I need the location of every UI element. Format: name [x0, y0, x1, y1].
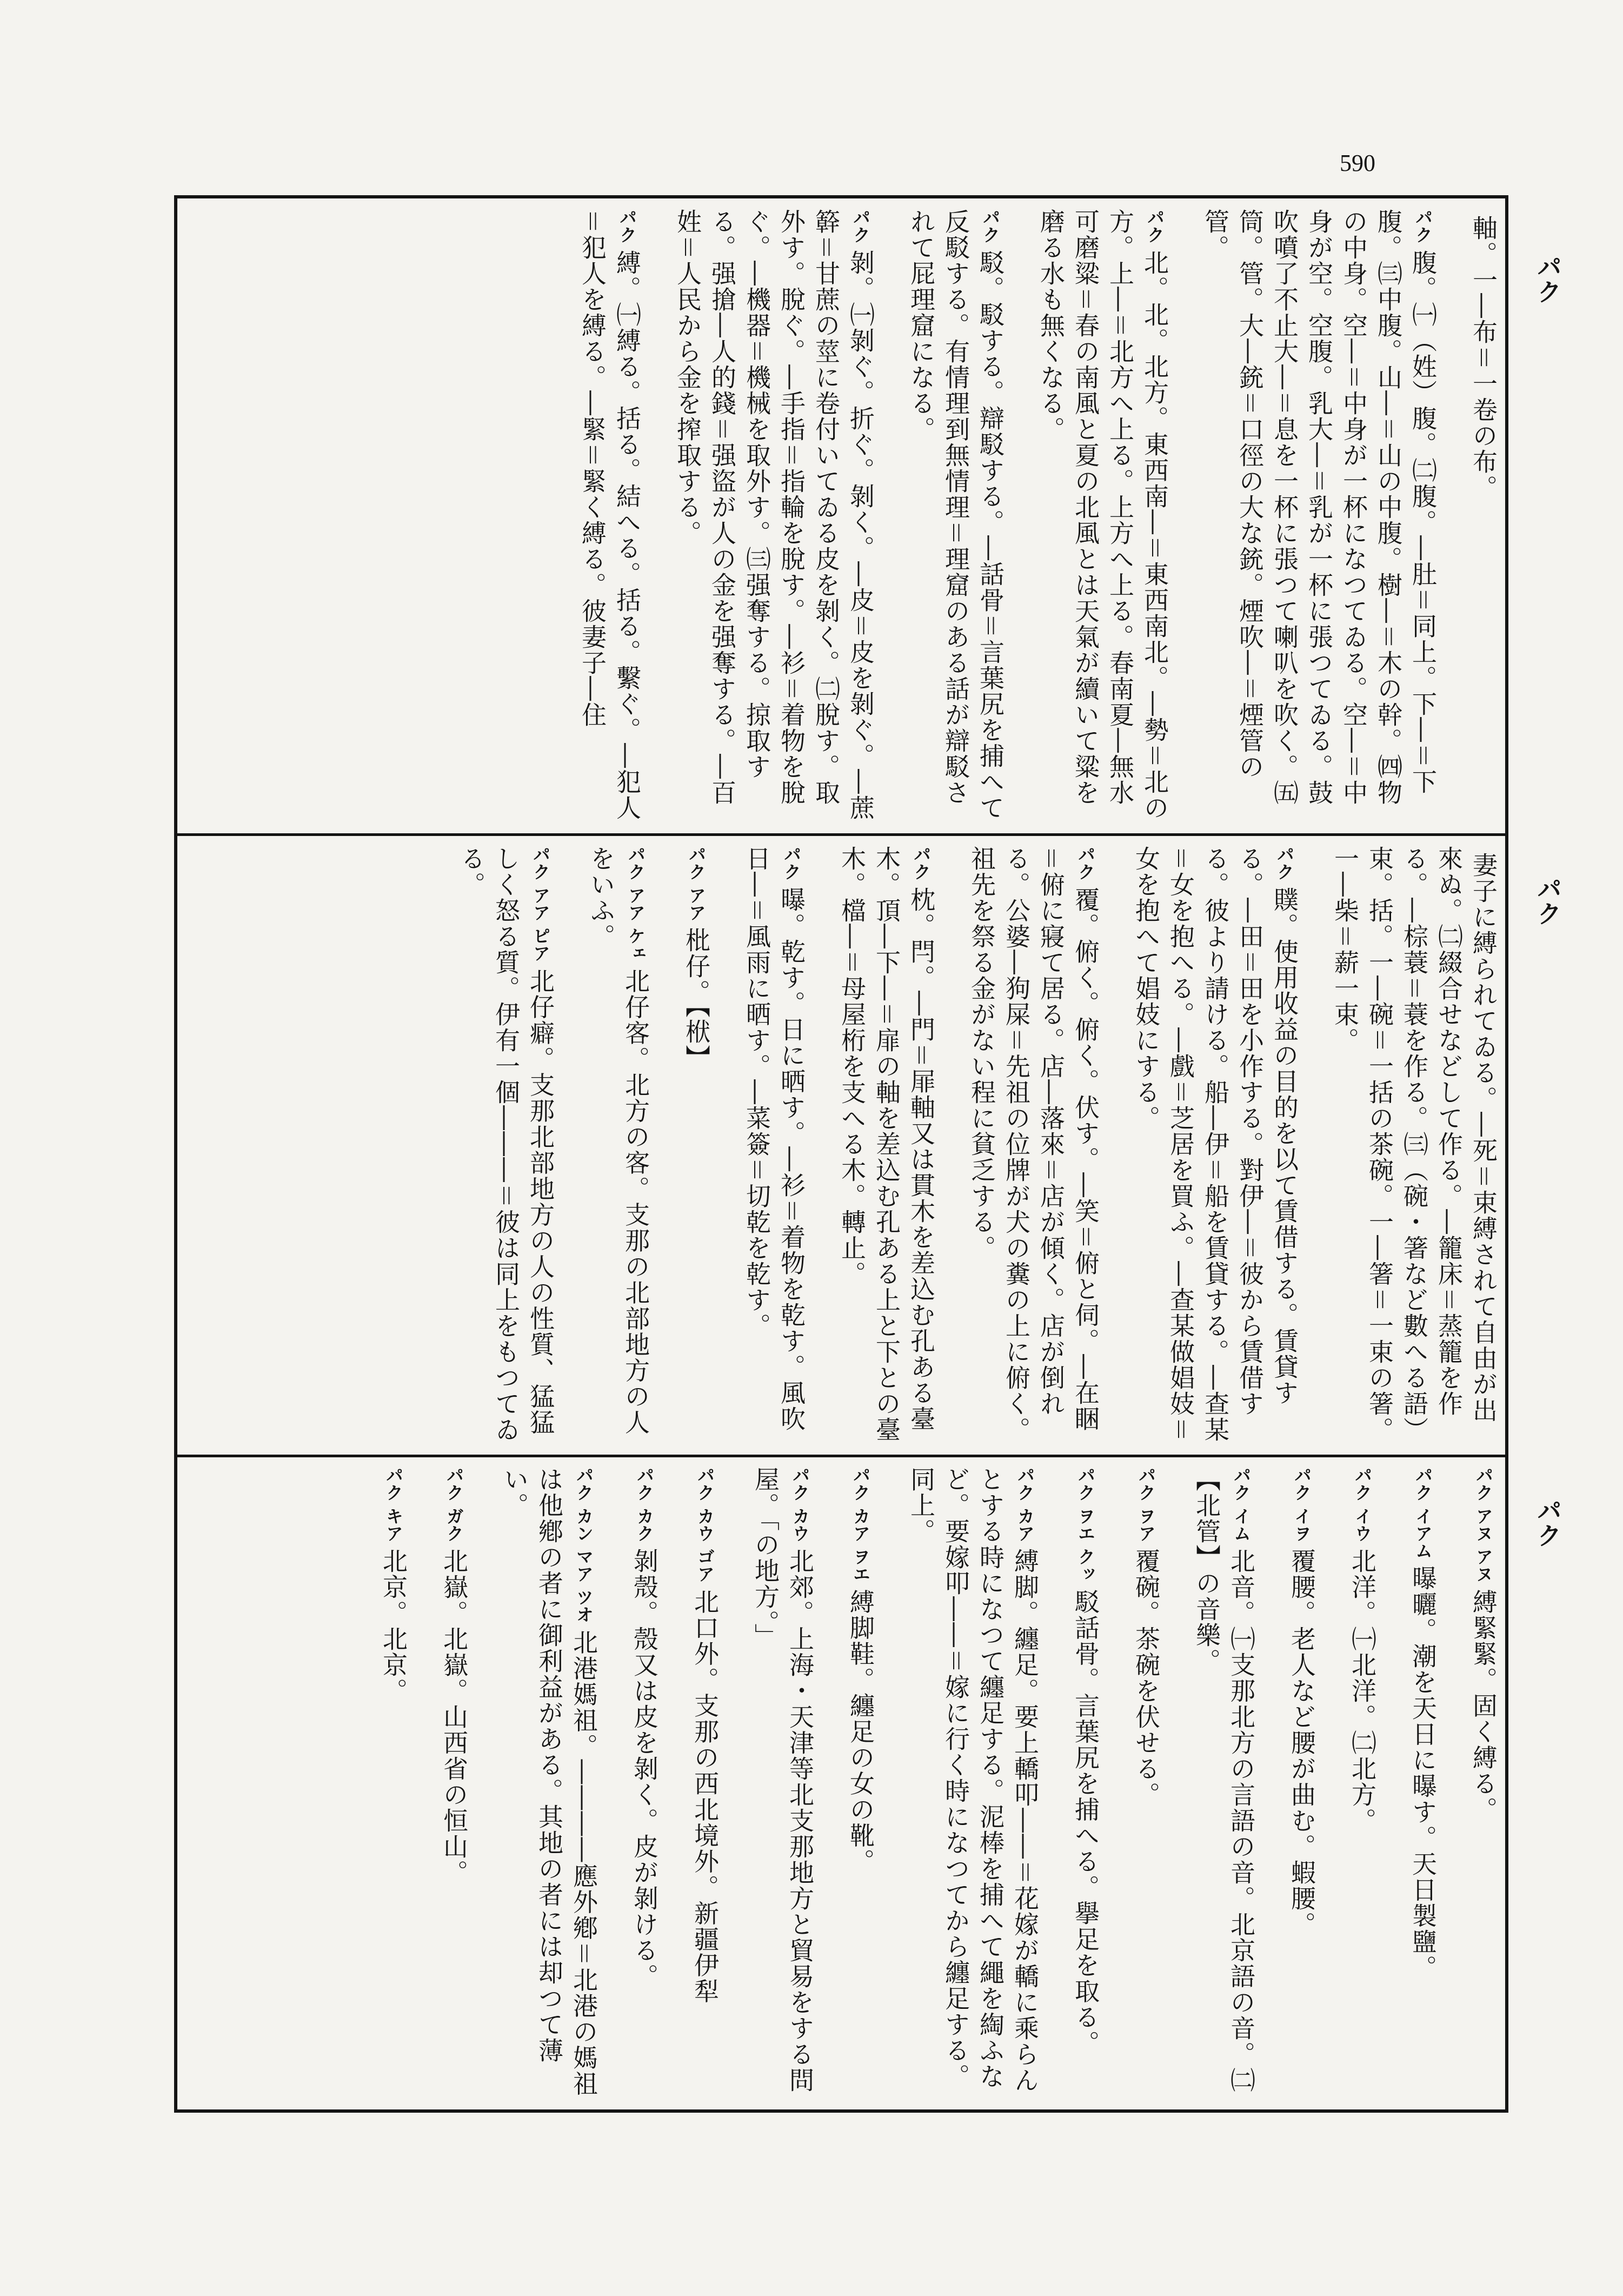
entry-reading: パク アア ピア — [530, 846, 551, 962]
entry-text: 覆腰。老人など腰が曲む。蝦腰。 — [1287, 1548, 1316, 1938]
entry-text: 曝。乾す。日に晒す。―衫＝着物を乾す。風吹日―＝風雨に晒す。―菜簽＝切乾を乾す。 — [742, 846, 806, 1432]
entry-reading: パク イヲ — [1292, 1466, 1312, 1542]
dictionary-entry — [688, 1466, 722, 2103]
dictionary-entry — [1328, 846, 1501, 1445]
entry-text: 北港媽祖。――――應外鄕＝北港の媽祖は他鄕の者に御利益がある。其地の者には却つて薄い。 — [500, 1466, 598, 2097]
dictionary-entry — [965, 846, 1103, 1445]
entry-text: 曝曬。潮を天日に曝す。天日製鹽。 — [1408, 1565, 1438, 1981]
entry-reading: パク カウ ゴア — [695, 1466, 715, 1583]
entry-reading: パク アア — [686, 846, 707, 921]
dictionary-entry — [1189, 1466, 1259, 2103]
entry-text: 北仔癖。支那北部地方の人の性質、猛猛しく怒る質。伊有一個―――＝彼は同上をもつてゐる。 — [457, 846, 555, 1443]
entry-reading: パク — [850, 209, 871, 243]
entry-text: 覆。俯く。俯く。伏す。―笑＝俯と伺。―在睏＝俯に寢て居る。店―落來＝店が傾く。店が倒れる。公婆―狗屎＝先祖の位牌が犬の糞の上に俯く。祖先を祭る金がない程に貧乏する。 — [967, 846, 1100, 1443]
entry-reading: パク カン マア ツオ — [574, 1466, 594, 1623]
entry-reading: パク — [1075, 846, 1096, 880]
dictionary-entry — [1466, 209, 1501, 824]
entry-reading: パク — [911, 846, 932, 880]
dictionary-entry — [627, 1466, 662, 2103]
entry-text: 北。北。北方。東西南―＝東西南北。―勢＝北の方。上―＝北方へ上る。上方へ上る。春南夏―無水可磨粱＝春の南風と夏の北風とは天氣が續いて粱を磨る水も無くなる。 — [1036, 209, 1169, 821]
section-rule-2 — [174, 1455, 1508, 1457]
entry-text: 駁話骨。言葉尻を捕へる。擧足を取る。 — [1071, 1589, 1100, 2056]
running-head-middle: パク — [1533, 876, 1562, 926]
dictionary-entry — [843, 1466, 878, 2103]
entry-reading: パク — [781, 846, 802, 880]
entry-text: 贌。使用收益の目的を以て賃借する。賃貸する。―田＝田を小作する。對伊―＝彼から賃借する。彼より請ける。船―伊＝船を賃貸する。―查某＝女を抱へる。―戲＝芝居を買ふ。―查某做娼妓＝女を抱へて娼妓にする。 — [1132, 846, 1299, 1443]
entry-text: 剝殼。殼又は皮を剝く。皮が剝ける。 — [630, 1548, 659, 1990]
dictionary-entry — [1406, 1466, 1440, 2103]
entry-text: 縛脚鞋。纏足の女の靴。 — [846, 1589, 875, 1875]
dictionary-entry — [1198, 209, 1440, 824]
dictionary-entry — [748, 1466, 817, 2103]
entry-reading: パク イム — [1231, 1466, 1252, 1542]
entry-text: 妻子に縛られてゐる。―死＝束縛されて自由が出來ぬ。㈡綴合せなどして作る。―籠床＝蒸籠を作る。―棕蓑＝蓑を作る。㈢（碗・箸など數へる語）束。括。一―碗＝一括の茶碗。一―箸＝一束の箸。一―柴＝薪一束。 — [1331, 846, 1498, 1443]
dictionary-entry — [1285, 1466, 1319, 2103]
entry-reading: パク ヲア — [1136, 1466, 1156, 1542]
section-rule-1 — [174, 833, 1508, 836]
entry-text: 北郊。上海・天津等北支那地方と貿易をする問屋。「の地方。」 — [751, 1466, 815, 2094]
entry-text: 北口外。支那の西北境外。新疆伊犁 — [690, 1589, 720, 2005]
entry-text: 枕。閂。―門＝屝軸又は貫木を差込む孔ある臺木。頂―下―＝扉の軸を差込む孔ある上と下との臺木。檔―＝母屋桁を支へる木。轉止。 — [837, 846, 936, 1443]
dictionary-entry — [904, 1466, 1042, 2103]
entry-text: 北京。北京。 — [379, 1548, 408, 1704]
dictionary-entry — [437, 1466, 471, 2103]
entry-text: 縛。㈠縛る。括る。結へる。括る。繫ぐ。―犯人＝犯人を縛る。―緊＝緊く縛る。彼妻子―住 — [578, 209, 642, 821]
page-number: 590 — [1340, 150, 1375, 176]
dictionary-band-1 — [184, 209, 1501, 824]
entry-reading: パク アヌ アヌ — [1473, 1466, 1494, 1583]
entry-reading: パク キア — [383, 1466, 404, 1542]
dictionary-entry — [1466, 1466, 1501, 2103]
dictionary-entry — [575, 209, 644, 824]
dictionary-entry — [679, 846, 714, 1445]
entry-reading: パク — [1145, 209, 1165, 243]
dictionary-entry — [740, 846, 809, 1445]
dictionary-band-3 — [184, 1466, 1501, 2103]
dictionary-entry — [497, 1466, 601, 2103]
entry-text: 北仔客。北方の客。支那の北部地方の人をいふ。 — [587, 846, 650, 1436]
entry-text: 覆碗。茶碗を伏せる。 — [1132, 1548, 1161, 1808]
dictionary-entry — [835, 846, 939, 1445]
entry-reading: パク — [1274, 846, 1295, 880]
running-head-top: パク — [1533, 254, 1562, 304]
entry-text: 駁。駁する。辯駁する。―話骨＝言葉尻を捕へて反駁する。有情理到無情理＝理窟のある話が辯駁されて屁理窟になる。 — [907, 209, 1005, 821]
entry-text: 剝。㈠剝ぐ。折ぐ。剝く。―皮＝皮を剝ぐ。―蔗簳＝甘蔗の莖に卷付いてゐる皮を剝く。㈡脫す。取外す。脫ぐ。―手指＝指輪を脫す。―衫＝着物を脫ぐ。―機器＝機械を取外す。㈢强奪する。掠取する。强搶―人的錢＝强盜が人の金を强奪する。―百姓＝人民から金を搾取する。 — [673, 209, 875, 821]
entry-reading: パク イアム — [1413, 1466, 1433, 1560]
entry-reading: パク カク — [634, 1466, 655, 1542]
entry-reading: パク — [980, 209, 1001, 243]
entry-text: 軸。一―布＝一卷の布。 — [1469, 215, 1498, 501]
entry-text: 枇仔。【栿】 — [682, 927, 711, 1071]
dictionary-entry — [584, 846, 653, 1445]
entry-reading: パク カア — [1015, 1466, 1035, 1542]
dictionary-entry — [1034, 209, 1172, 824]
entry-reading: パク イウ — [1352, 1466, 1373, 1542]
running-head-bottom: パク — [1533, 1498, 1562, 1548]
entry-reading: パク ヲエ クッ — [1075, 1466, 1096, 1583]
entry-reading: パク アア ケェ — [626, 846, 646, 962]
dictionary-entry — [1129, 846, 1302, 1445]
entry-reading: パク カア ヲエ — [850, 1466, 871, 1583]
dictionary-entry — [1129, 1466, 1163, 2103]
entry-text: 北音。㈠支那北方の言語の音。北京語の音。㈡【北管】の音樂。 — [1192, 1466, 1256, 2094]
dictionary-entry — [454, 846, 558, 1445]
entry-text: 北嶽。北嶽。山西省の恒山。 — [440, 1548, 469, 1886]
dictionary-entry — [1345, 1466, 1380, 2103]
entry-reading: パク ガク — [444, 1466, 464, 1542]
dictionary-entry — [670, 209, 878, 824]
dictionary-entry — [904, 209, 1008, 824]
entry-reading: パク — [1413, 209, 1433, 243]
entry-text: 縛緊緊。固く縛る。 — [1469, 1589, 1498, 1823]
dictionary-entry — [376, 1466, 411, 2103]
dictionary-band-2 — [184, 846, 1501, 1445]
entry-text: 北洋。㈠北洋。㈡北方。 — [1348, 1548, 1377, 1834]
entry-reading: パク — [617, 209, 637, 243]
entry-text: 縛脚。纏足。要上轎叩――＝花嫁が轎に乘らんとする時になつて纏足する。泥棒を捕へて繩を綯ふなど。要嫁叩――＝嫁に行く時になつてから纏足する。同上。 — [907, 1466, 1040, 2094]
entry-reading: パク カウ — [790, 1466, 810, 1542]
dictionary-entry — [1068, 1466, 1103, 2103]
entry-text: 腹。㈠（姓）腹。㈡腹。―肚＝同上。下―＝下腹。㈢中腹。山―＝山の中腹。樹―＝木の幹。㈣物の中身。空―＝中身が一杯になつてゐる。空―＝中身が空。空腹。乳大―＝乳が一杯に張つてゐる。鼓吹噴了不止大―＝息を一杯に張つて喇叭を吹く。㈤筒。管。大―銃＝口徑の大な銃。煙吹―＝煙管の管。 — [1201, 209, 1438, 806]
